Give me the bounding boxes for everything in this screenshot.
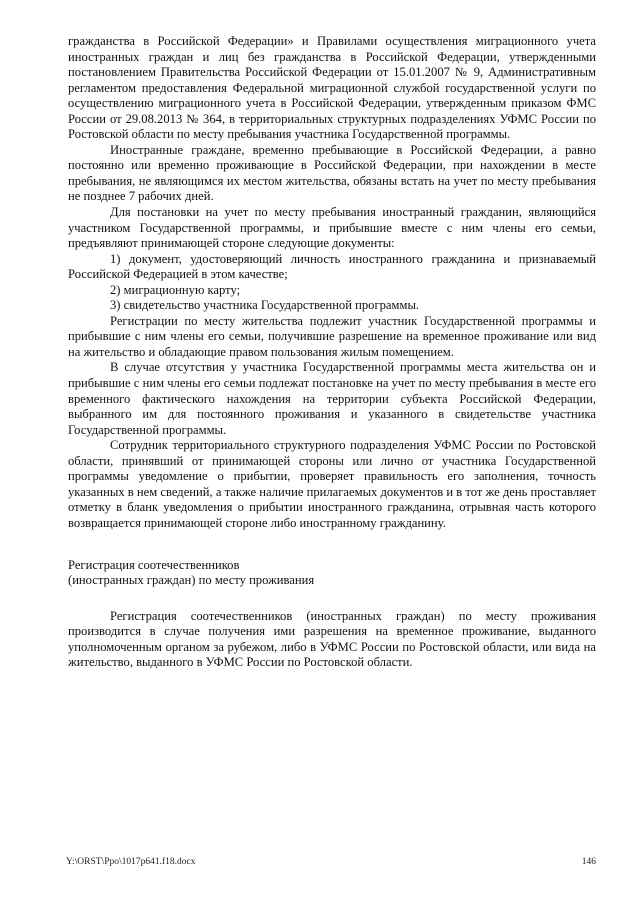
top-paragraphs: [68, 34, 596, 532]
paragraph: В случае отсутствия у участника Государственной программы места жительства он и прибывшие с ним члены его семьи подлежат постановке на учет по месту пребывания в месте его временного фактического нахождения на территории субъекта Российской Федерации, выбранного им для постоянного проживания и указанного в свидетельстве участника Государственной программы.: [68, 360, 596, 437]
paragraph: 1) документ, удостоверяющий личность иностранного гражданина и признаваемый Российской Федерацией в этом качестве;: [68, 251, 596, 282]
footer-page-number: 146: [581, 857, 596, 867]
paragraph: Сотрудник территориального структурного подразделения УФМС России по Ростовской области, принявший от принимающей стороны или лично от участника Государственной программы уведомление о прибытии, проверяет правильность его заполнения, точность указанных в нем сведений, а также наличие прилагаемых документов и в тот же день проставляет отметку в бланк уведомления о прибытии иностранного гражданина, отрывная часть которого возвращается принимающей стороне либо иностранному гражданину.: [68, 438, 596, 530]
paragraph: Регистрации по месту жительства подлежит участник Государственной программы и прибывшие с ним члены его семьи, получившие разрешение на временное проживание или вид на жительство и обладающие правом пользования жилым помещением.: [68, 313, 596, 359]
footer-file-path: Y:\ORST\Ppo\1017p641.f18.docx: [66, 857, 196, 867]
paragraph: Для постановки на учет по месту пребывания иностранный гражданин, являющийся участником Государственной программы, и прибывшие вместе с ним члены его семьи, предъявляют принимающей стороне следующие документы:: [68, 205, 596, 251]
paragraph-bottom: Регистрация соотечественников (иностранных граждан) по месту проживания производится в случае получения ими разрешения на временное проживание, выданного уполномоченным органом за рубежом, либо в УФМС России по Ростовской области, или вида на жительство, выданного в УФМС России по Ростовской области.: [68, 608, 596, 670]
section-heading-line2: (иностранных граждан) по месту проживания: [68, 573, 315, 588]
paragraph: Иностранные граждане, временно пребывающие в Российской Федерации, а равно постоянно или временно проживающие в Российской Федерации, при нахождении в месте пребывания, не являющимся их местом жительства, обязаны встать на учет по месту пребывания не позднее 7 рабочих дней.: [68, 142, 596, 204]
paragraph: гражданства в Российской Федерации» и Правилами осуществления миграционного учета иностранных граждан и лиц без гражданства в Российской Федерации, утвержденными постановлением Правительства Российской Федерации от 15.01.2007 № 9, Административным регламентом предоставления Федеральной миграционной службой государственной услуги по осуществлению миграционного учета в Российской Федерации, утвержденным приказом ФМС России от 29.08.2013 № 364, в территориальных структурных подразделениях УФМС России по Ростовской области по месту пребывания участника Государственной программы.: [68, 34, 596, 142]
paragraph: 2) миграционную карту;: [110, 282, 241, 297]
section-heading-line1: Регистрация соотечественников: [68, 557, 240, 572]
paragraph: 3) свидетельство участника Государственной программы.: [110, 298, 420, 313]
document-body: [68, 34, 596, 671]
